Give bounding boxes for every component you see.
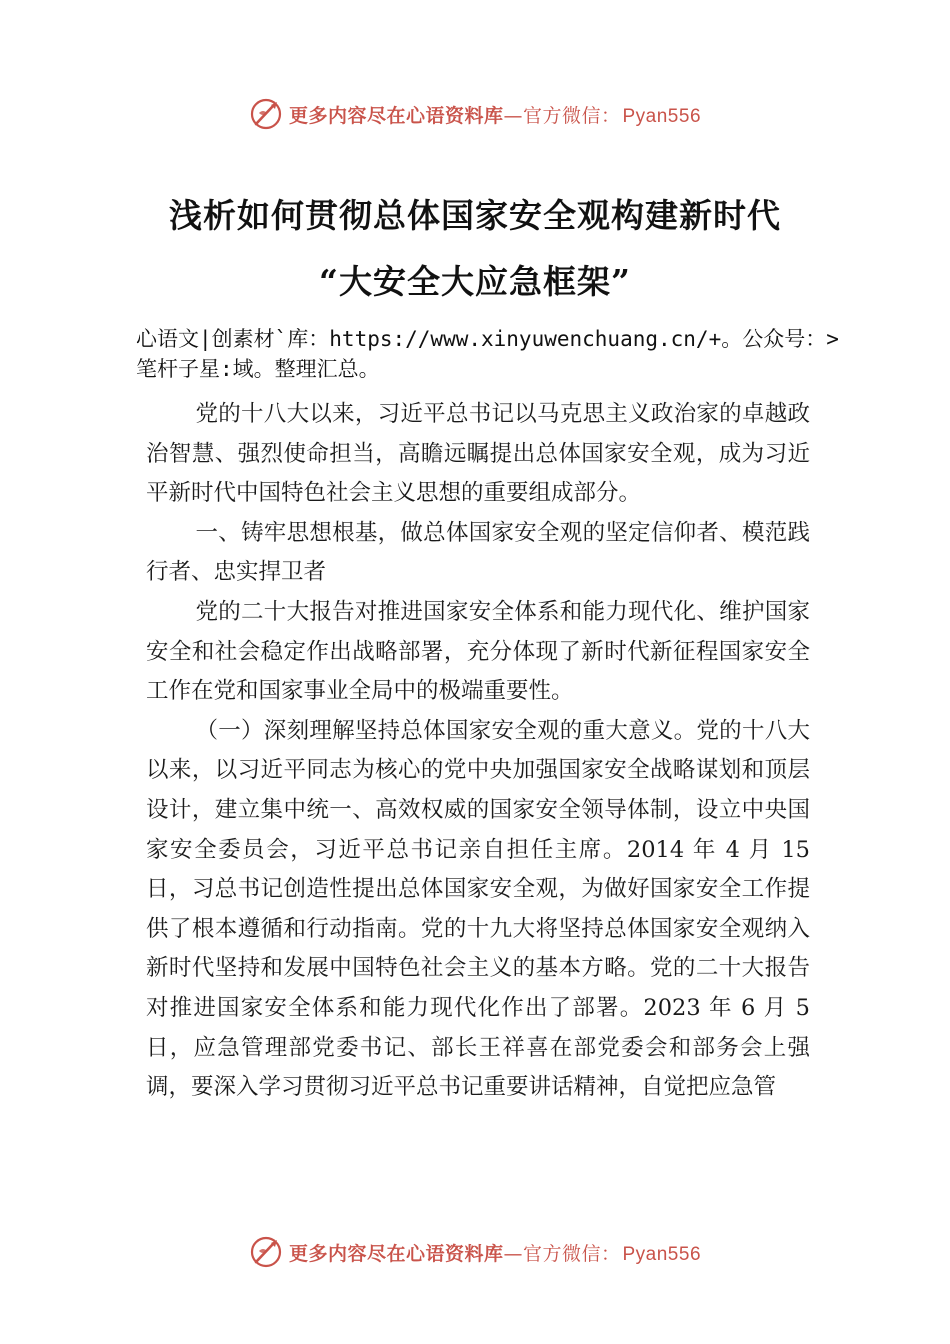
banner-text: [289, 101, 701, 128]
paragraph-3: （一）深刻理解坚持总体国家安全观的重大意义。党的十八大以来，以习近平同志为核心的党中央加强国家安全战略谋划和顶层设计，建立集中统一、高效权威的国家安全领导体制，设立中央国家安全委员会，习近平总书记亲自担任主席。2014 年 4 月 15 日，习总书记创造性提出总体国家安全观，为做好国家安全工作提供了根本遵循和行动指南。党的十九大将坚持总体国家安全观纳入新时代坚持和发展中国特色社会主义的基本方略。党的二十大报告对推进国家安全体系和能力现代化作出了部署。2023 年 6 月 5 日，应急管理部党委书记、部长王祥喜在部党委会和部务会上强调，要深入学习贯彻习近平总书记重要讲话精神，自觉把应急管: [146, 717, 810, 1101]
brush-logo-icon: [249, 97, 283, 131]
document-body: [146, 395, 810, 1108]
header-banner: [0, 94, 950, 134]
banner-text: [289, 1239, 701, 1266]
footer-banner: [0, 1232, 950, 1272]
paragraph-2: 党的二十大报告对推进国家安全体系和能力现代化、维护国家安全和社会稳定作出战略部署，充分体现了新时代新征程国家安全工作在党和国家事业全局中的极端重要性。: [146, 598, 810, 705]
banner-wechat-id: Pyan556: [622, 105, 702, 127]
brush-logo-icon: [249, 1235, 283, 1269]
banner-wechat-label: 官方微信：: [522, 1242, 621, 1265]
document-title-line2: “大安全大应急框架”: [319, 262, 631, 301]
banner-wechat-label: 官方微信：: [522, 104, 621, 127]
source-note: 心语文|创素材`库：https://www.xinyuwenchuang.cn/+。公众号：>笔杆子星:域。整理汇总。: [136, 327, 839, 381]
paragraph-intro: 党的十八大以来，习近平总书记以马克思主义政治家的卓越政治智慧、强烈使命担当，高瞻远瞩提出总体国家安全观，成为习近平新时代中国特色社会主义思想的重要组成部分。: [146, 401, 810, 507]
banner-main-text: 更多内容尽在心语资料库: [288, 104, 504, 127]
section-heading-1: 一、铸牢思想根基，做总体国家安全观的坚定信仰者、模范践行者、忠实捍卫者: [146, 519, 810, 586]
banner-main-text: 更多内容尽在心语资料库: [288, 1242, 504, 1265]
document-title-line1: 浅析如何贯彻总体国家安全观构建新时代: [169, 196, 781, 235]
banner-wechat-id: Pyan556: [622, 1243, 702, 1265]
banner-dash: —: [503, 1242, 523, 1265]
banner-dash: —: [503, 104, 523, 127]
